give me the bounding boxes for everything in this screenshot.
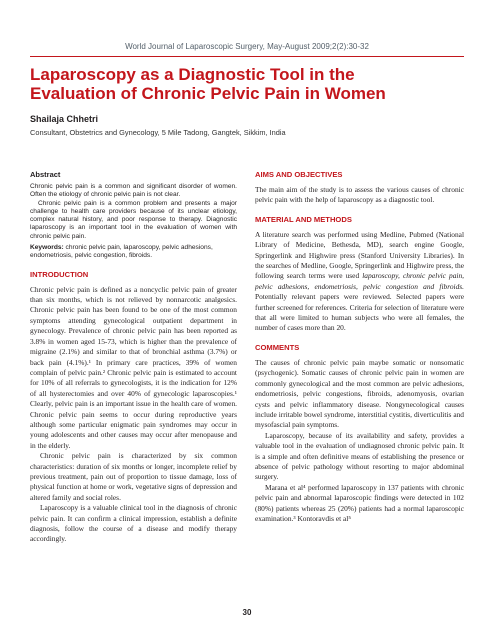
title-line-1: Laparoscopy as a Diagnostic Tool in the [30, 65, 355, 84]
methods-search-terms: laparoscopy, chronic pelvic pain, pelvic adhesions, endometriosis, pelvic congestion and fibroids. [255, 271, 464, 291]
right-column [255, 170, 464, 524]
comments-heading: COMMENTS [255, 342, 300, 352]
introduction-heading: INTRODUCTION [30, 269, 89, 279]
abstract-keywords [30, 244, 237, 261]
methods-heading: MATERIAL AND METHODS [255, 214, 352, 224]
page-number: 30 [242, 608, 252, 617]
comments-paragraph-2: Laparoscopy, because of its availability and safety, provides a valuable tool in the evaluation of undiagnosed chronic pelvic pain. It is a simple and often definitive means of establishing the presence or absence of pelvic pathology without resorting to major abdominal surgery. [255, 430, 464, 482]
author-affiliation: Consultant, Obstetrics and Gynecology, 5 Mile Tadong, Gangtek, Sikkim, India [30, 128, 286, 137]
comments-paragraph-1: The causes of chronic pelvic pain maybe somatic or nonsomatic (psychogenic). Somatic causes of chronic pelvic pain in women are commonly gynecological and the most common are pelvic adhesions, endometriosis, pelvic congestions, fibroids, adenomyosis, ovarian cysts and pelvic inflammatory disease. Nongynecological causes include irritable bowel syndrome, interstitial cystitis, diverticulitis and mysofascial pain symptoms. [255, 357, 464, 430]
abstract-paragraph-2: Chronic pelvic pain is a common problem and presents a major challenge to health care providers because of its unclear etiology, complex natural history, and poor response to therapy. Diagnostic laparoscopy is an important tool in the evaluation of women with chronic pelvic pain. [30, 199, 237, 240]
introduction-paragraph-2: Chronic pelvic pain is characterized by six common characteristics: duration of six months or longer, incomplete relief by previous treatment, pain out of proportion to tissue damage, loss of physical function at home or work, vegetative signs of depression and altered family and social roles. [30, 451, 237, 502]
article-title [30, 65, 470, 103]
methods-text-a: A literature search was performed using Medline, Pubmed (National Library of Medicine, Bethesda, MD), search engine Google, Springerlink and Highwire press (Stanford University Libraries). In the searches of Medline, Google, Springerlink and Highwire press, the following search terms were used [255, 229, 464, 281]
methods-paragraph [255, 230, 464, 334]
comments-paragraph-3: Marana et al⁴ performed laparoscopy in 137 patients with chronic pelvic pain and abnormal laparoscopic findings were detected in 102 (80%) patients whereas 25 (20%) patients had a normal laparoscopic examination.³ Kontoravdis et al⁵ [255, 482, 464, 523]
introduction-paragraph-1: Chronic pelvic pain is defined as a noncyclic pelvic pain of greater than six months, which is not relieved by nonnarcotic analgesics. Chronic pelvic pain has been found to be one of the most common symptoms attending gynecological outpatient department in gynecology. Prevalence of chronic pelvic pain has been reported as 3.8% in women aged 15-73, which is higher than the prevalence of migraine (2.1%) and similar to that of bronchial asthma (3.7%) or back pain (4.1%).¹ In primary care practices, 39% of women complain of pelvic pain.² Chronic pelvic pain is estimated to account for 10% of all referrals to gynecologists, it is the indication for 12% of all hysterectomies and over 40% of gynecologic laparoscopies.¹ Clearly, pelvic pain is an important issue in the health care of women. Chronic pelvic pain seems to occur during reproductive years although some particular enigmatic pain syndromes may occur in young adolescents and other causes may occur after menopause and in the elderly. [30, 284, 237, 450]
abstract-paragraph-1: Chronic pelvic pain is a common and significant disorder of women. Often the etiology of chronic pelvic pain is not clear. [30, 183, 237, 199]
aims-heading: AIMS AND OBJECTIVES [255, 170, 343, 179]
author-name: Shailaja Chhetri [30, 114, 99, 124]
journal-citation: World Journal of Laparoscopic Surgery, May-August 2009;2(2):30-32 [125, 42, 369, 51]
keywords-label: Keywords: [30, 244, 64, 252]
abstract-heading: Abstract [30, 170, 61, 179]
header-rule [30, 56, 464, 57]
introduction-paragraph-3: Laparoscopy is a valuable clinical tool in the diagnosis of chronic pelvic pain. It can confirm a clinical impression, establish a definite diagnosis, follow the course of a disease and modify therapy accordingly. [30, 503, 237, 544]
aims-paragraph: The main aim of the study is to assess the various causes of chronic pelvic pain with the help of laparoscopy as a diagnostic tool. [255, 185, 464, 205]
left-column [30, 170, 237, 545]
title-line-2: Evaluation of Chronic Pelvic Pain in Women [30, 84, 386, 103]
methods-text-b: Potentially relevant papers were reviewed. Selected papers were further screened for references. Criteria for selection of literature were that all were limited to human subjects who were all females, the number of cases more than 20. [255, 292, 464, 333]
keywords-text: chronic pelvic pain, laparoscopy, pelvic adhesions, endometriosis, pelvic congestion, fibroids. [30, 244, 213, 260]
